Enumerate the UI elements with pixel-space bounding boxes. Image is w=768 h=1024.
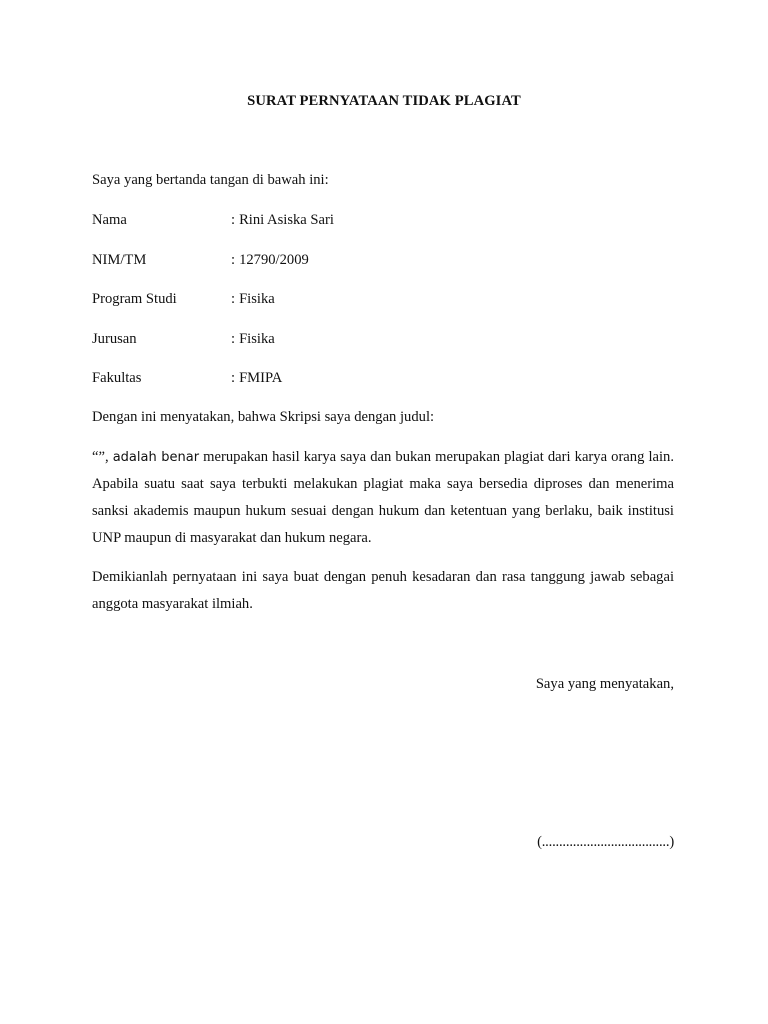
field-label: Nama: [92, 212, 127, 228]
field-value: FMIPA: [239, 370, 283, 386]
field-program-studi: [92, 291, 682, 308]
statement-text: Dengan ini menyatakan, bahwa Skripsi saya dengan judul:: [92, 409, 435, 425]
field-label: Jurusan: [92, 331, 137, 347]
field-label: Program Studi: [92, 291, 177, 307]
field-value: Fisika: [239, 331, 275, 347]
field-separator: :: [231, 212, 236, 228]
signature-line: (.....................................): [537, 834, 674, 850]
field-nama: [92, 212, 682, 229]
field-value: Rini Asiska Sari: [239, 212, 334, 228]
quote-marks: “”,: [92, 449, 109, 465]
field-separator: :: [231, 252, 236, 268]
field-nim: [92, 252, 682, 269]
closing-paragraph: Demikianlah pernyataan ini saya buat dengan penuh kesadaran dan rasa tanggung jawab sebagai anggota masyarakat ilmiah.: [92, 569, 674, 612]
field-separator: :: [231, 331, 236, 347]
field-value: 12790/2009: [239, 252, 309, 268]
declaration-emphasis: adalah benar: [112, 450, 200, 465]
intro-text: Saya yang bertanda tangan di bawah ini:: [92, 172, 329, 188]
field-separator: :: [231, 291, 236, 307]
field-jurusan: [92, 331, 682, 348]
declaration-body: merupakan hasil karya saya dan bukan merupakan plagiat dari karya orang lain. Apabila suatu saat saya terbukti melakukan plagiat maka saya bersedia diproses dan menerima sanksi akademis maupun hukum sesuai dengan hukum dan ketentuan yang berlaku, baik institusi UNP maupun di masyarakat dan hukum negara.: [92, 449, 674, 546]
document-title: SURAT PERNYATAAN TIDAK PLAGIAT: [247, 93, 521, 109]
field-label: NIM/TM: [92, 252, 147, 268]
field-value: Fisika: [239, 291, 275, 307]
field-fakultas: [92, 370, 682, 387]
field-label: Fakultas: [92, 370, 142, 386]
declaration-paragraph: [92, 444, 674, 552]
field-separator: :: [231, 370, 236, 386]
signoff-text: Saya yang menyatakan,: [535, 676, 674, 692]
